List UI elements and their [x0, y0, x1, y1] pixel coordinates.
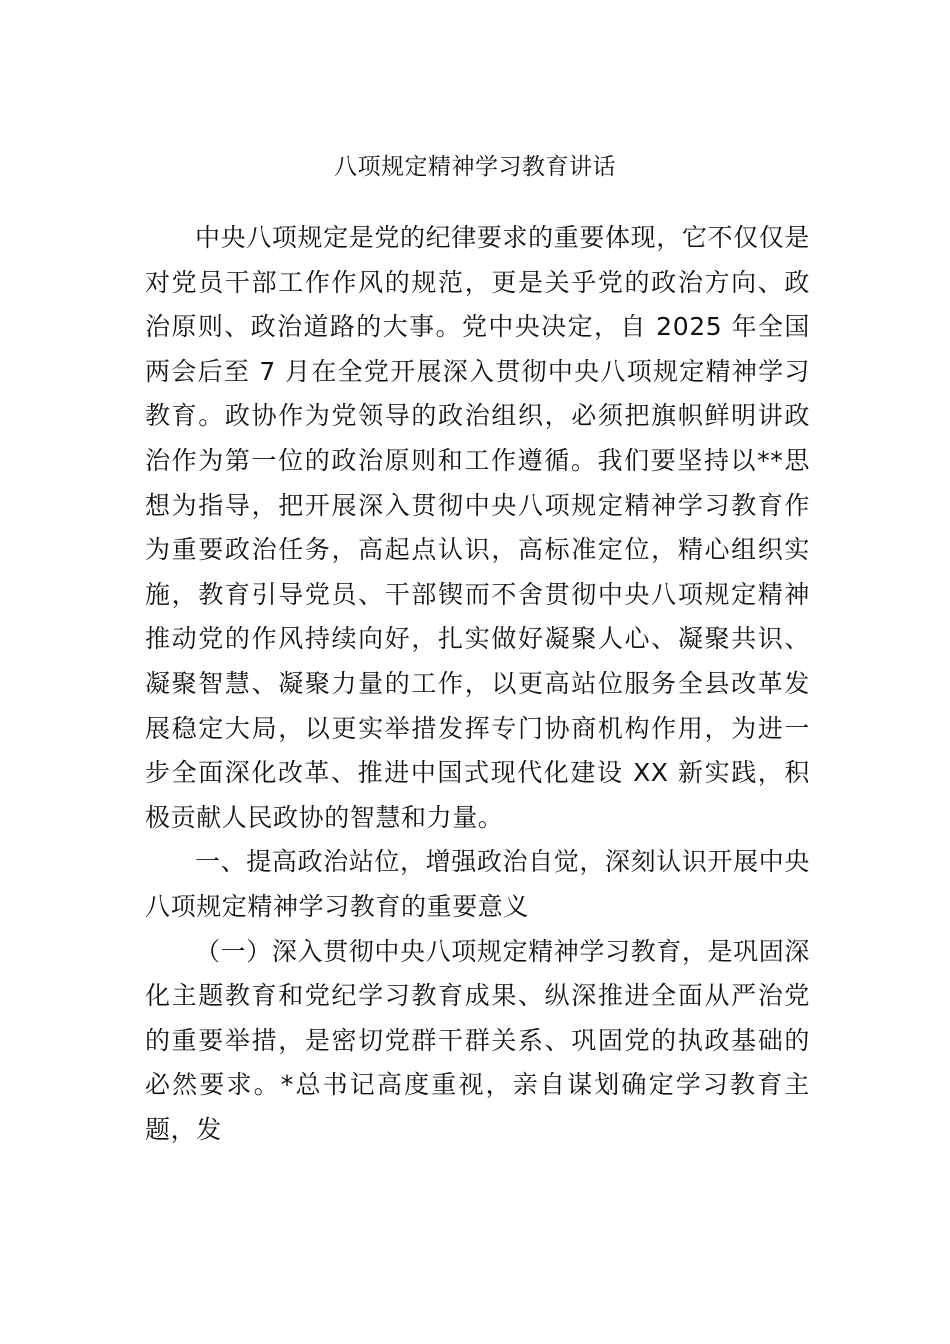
document-body [145, 216, 810, 1152]
document-title: 八项规定精神学习教育讲话 [334, 154, 616, 180]
intro-paragraph: 中央八项规定是党的纪律要求的重要体现，它不仅仅是对党员干部工作作风的规范，更是关乎党的政治方向、政治原则、政治道路的大事。党中央决定，自 2025 年全国两会后至 7 月在全党开展深入贯彻中央八项规定精神学习教育。政协作为党领导的政治组织，必须把旗帜鲜明讲政治作为第一位的政治原则和工作遵循。我们要坚持以**思想为指导，把开展深入贯彻中央八项规定精神学习教育作为重要政治任务，高起点认识，高标准定位，精心组织实施，教育引导党员、干部锲而不舍贯彻中央八项规定精神推动党的作风持续向好，扎实做好凝聚人心、凝聚共识、凝聚智慧、凝聚力量的工作，以更高站位服务全县改革发展稳定大局，以更实举措发挥专门协商机构作用，为进一步全面深化改革、推进中国式现代化建设 XX 新实践，积极贡献人民政协的智慧和力量。 [145, 223, 810, 832]
subsection-paragraph-1: （一）深入贯彻中央八项规定精神学习教育，是巩固深化主题教育和党纪学习教育成果、纵深推进全面从严治党的重要举措，是密切党群干群关系、巩固党的执政基础的必然要求。*总书记高度重视，亲自谋划确定学习教育主题，发 [145, 936, 810, 1144]
section-heading-1: 一、提高政治站位，增强政治自觉，深刻认识开展中央八项规定精神学习教育的重要意义 [145, 847, 810, 921]
